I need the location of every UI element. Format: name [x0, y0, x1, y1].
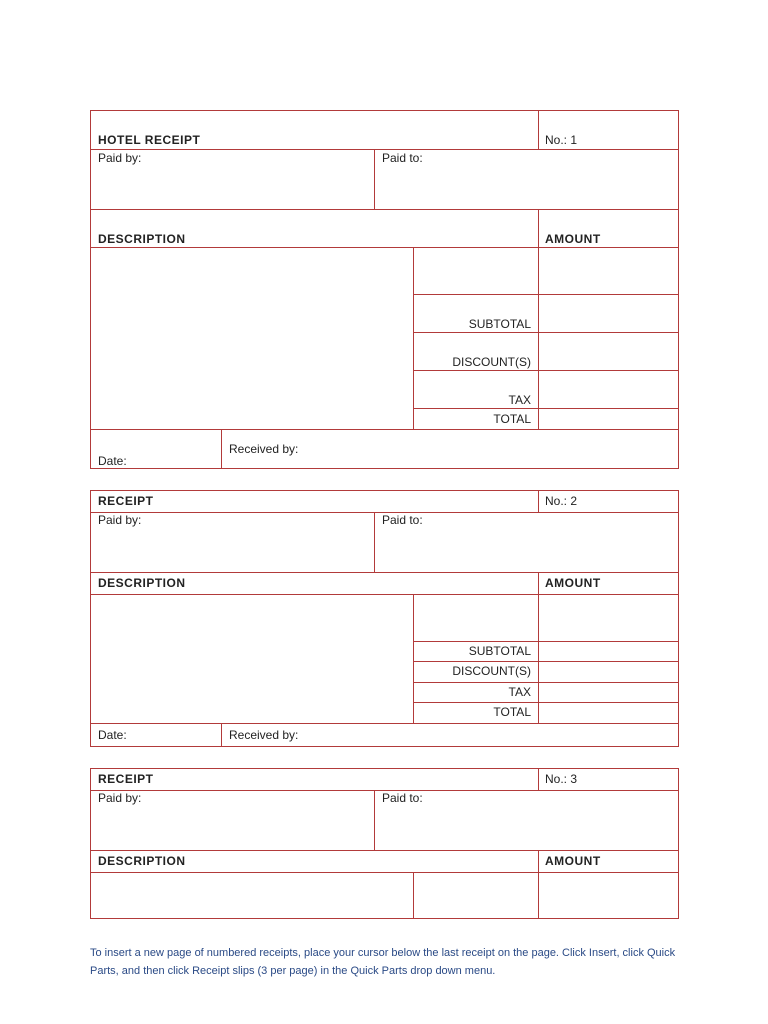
divider [91, 209, 678, 210]
amount-header: AMOUNT [545, 854, 601, 868]
divider [413, 594, 414, 723]
divider [413, 702, 678, 703]
description-header: DESCRIPTION [98, 854, 186, 868]
total-label: TOTAL [493, 412, 531, 426]
paid-to-field[interactable]: Paid to: [382, 513, 423, 527]
instruction-note: To insert a new page of numbered receipts, place your cursor below the last receipt on the page. Click Insert, click Quick Parts, and then click Receipt slips (3 per page) in the Quick Parts drop down menu. [90, 947, 676, 977]
divider [91, 594, 678, 595]
receipt-title: HOTEL RECEIPT [98, 133, 201, 147]
divider [91, 723, 678, 724]
subtotal-label: SUBTOTAL [468, 317, 531, 331]
divider [374, 512, 375, 572]
paid-by-field[interactable]: Paid by: [98, 791, 142, 805]
receipt-title: RECEIPT [98, 772, 154, 786]
divider [374, 790, 375, 850]
divider [413, 661, 678, 662]
divider [221, 429, 222, 468]
divider [413, 294, 678, 295]
divider [91, 149, 678, 150]
date-field[interactable]: Date: [98, 454, 127, 468]
receipt-number: No.: 1 [545, 133, 578, 147]
divider [538, 850, 539, 918]
amount-header: AMOUNT [545, 576, 601, 590]
divider [91, 429, 678, 430]
divider [538, 572, 539, 723]
description-header: DESCRIPTION [98, 576, 186, 590]
receipt-2 [90, 490, 679, 747]
tax-label: TAX [508, 685, 531, 699]
receipt-number: No.: 3 [545, 772, 578, 786]
received-by-field[interactable]: Received by: [229, 728, 299, 742]
divider [413, 370, 678, 371]
divider [374, 149, 375, 209]
divider [413, 682, 678, 683]
paid-by-field[interactable]: Paid by: [98, 513, 142, 527]
divider [221, 723, 222, 746]
divider [413, 332, 678, 333]
divider [91, 872, 678, 873]
paid-to-field[interactable]: Paid to: [382, 151, 423, 165]
discount-label: DISCOUNT(S) [452, 355, 531, 369]
divider [91, 247, 678, 248]
amount-header: AMOUNT [545, 232, 601, 246]
divider [413, 641, 678, 642]
receipt-number: No.: 2 [545, 494, 578, 508]
divider [91, 572, 678, 573]
paid-by-field[interactable]: Paid by: [98, 151, 142, 165]
divider [413, 872, 414, 918]
date-field[interactable]: Date: [98, 728, 127, 742]
receipt-title: RECEIPT [98, 494, 154, 508]
total-label: TOTAL [493, 705, 531, 719]
divider [538, 491, 539, 512]
subtotal-label: SUBTOTAL [468, 644, 531, 658]
description-header: DESCRIPTION [98, 232, 186, 246]
divider [538, 209, 539, 429]
paid-to-field[interactable]: Paid to: [382, 791, 423, 805]
receipt-3 [90, 768, 679, 919]
divider [91, 850, 678, 851]
divider [538, 769, 539, 790]
received-by-field[interactable]: Received by: [229, 442, 299, 456]
divider [413, 408, 678, 409]
receipt-1 [90, 110, 679, 469]
tax-label: TAX [508, 393, 531, 407]
discount-label: DISCOUNT(S) [452, 664, 531, 678]
divider [538, 111, 539, 149]
